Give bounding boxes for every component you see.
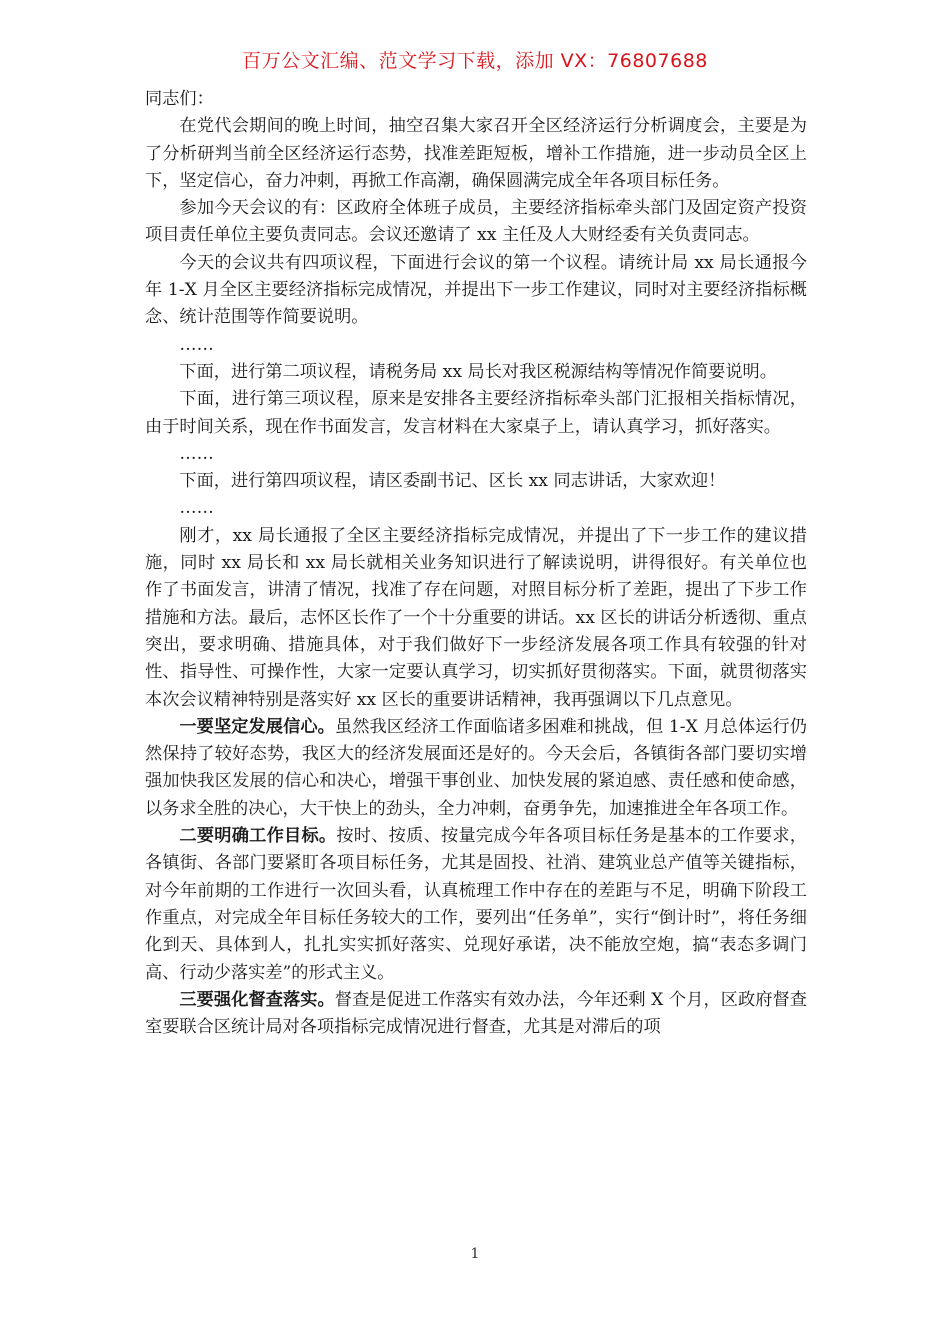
point-paragraph — [145, 823, 807, 987]
paragraph-agenda-two: 下面，进行第二项议程，请税务局 xx 局长对我区税源结构等情况作简要说明。 — [179, 361, 777, 382]
document-body — [145, 86, 807, 1041]
point-paragraph — [145, 714, 807, 823]
download-banner: 百万公文汇编、范文学习下载，添加 VX：76807688 — [242, 50, 708, 72]
paragraph-summary: 刚才，xx 局长通报了全区主要经济指标完成情况，并提出了下一步工作的建议措施，同时 xx 局长和 xx 局长就相关业务知识进行了解读说明，讲得很好。有关单位也作了书面发言，讲清了情况，找准了存在问题，对照目标分析了差距，提出了下步工作措施和方法。最后，志怀区长作了一个十分重要的讲话。xx 区长的讲话分析透彻、重点突出，要求明确、措施具体，对于我们做好下一步经济发展各项工作具有较强的针对性、指导性、可操作性，大家一定要认真学习，切实抓好贯彻落实。下面，就贯彻落实本次会议精神特别是落实好 xx 区长的重要讲话精神，我再强调以下几点意见。 — [145, 525, 807, 710]
point-text: 按时、按质、按量完成今年各项目标任务是基本的工作要求，各镇街、各部门要紧盯各项目标任务，尤其是固投、社消、建筑业总产值等关键指标，对今年前期的工作进行一次回头看，认真梳理工作中存在的差距与不足，明确下阶段工作重点，对完成全年目标任务较大的工作，要列出“任务单”，实行“倒计时”，将任务细化到天、具体到人，扎扎实实抓好落实、兑现好承诺，决不能放空炮，搞“表态多调门高、行动少落实差”的形式主义。 — [145, 826, 807, 983]
point-text: 虽然我区经济工作面临诸多困难和挑战，但 1-X 月总体运行仍然保持了较好态势，我区大的经济发展面还是好的。今天会后，各镇街各部门要切实增强加快我区发展的信心和决心，增强干事创业、加快发展的紧迫感、责任感和使命感，以务求全胜的决心，大干快上的劲头，全力冲刺，奋勇争先，加速推进全年各项工作。 — [145, 716, 807, 819]
paragraph-agenda-one: 今天的会议共有四项议程，下面进行会议的第一个议程。请统计局 xx 局长通报今年 1-X 月全区主要经济指标完成情况，并提出下一步工作建议，同时对主要经济指标概念、统计范围等作简要说明。 — [145, 252, 807, 328]
point-text: 督查是促进工作落实有效办法，今年还剩 X 个月，区政府督查室要联合区统计局对各项指标完成情况进行督查，尤其是对滞后的项 — [145, 989, 807, 1038]
point-lead: 三要强化督查落实。 — [179, 989, 335, 1010]
salutation: 同志们： — [145, 89, 214, 109]
point-lead: 二要明确工作目标。 — [179, 826, 337, 847]
page-number: 1 — [470, 1246, 480, 1262]
paragraph-opening: 在党代会期间的晚上时间，抽空召集大家召开全区经济运行分析调度会，主要是为了分析研判当前全区经济运行态势，找准差距短板，增补工作措施，进一步动员全区上下，坚定信心，奋力冲刺，再掀工作高潮，确保圆满完成全年各项目标任务。 — [145, 116, 807, 191]
point-paragraph — [145, 987, 807, 1042]
paragraph-agenda-three: 下面，进行第三项议程，原来是安排各主要经济指标牵头部门汇报相关指标情况，由于时间关系，现在作书面发言，发言材料在大家桌子上，请认真学习，抓好落实。 — [145, 389, 807, 437]
ellipsis: …… — [179, 443, 214, 464]
ellipsis: …… — [179, 334, 214, 355]
paragraph-attendees: 参加今天会议的有：区政府全体班子成员，主要经济指标牵头部门及固定资产投资项目责任单位主要负责同志。会议还邀请了 xx 主任及人大财经委有关负责同志。 — [145, 198, 807, 246]
point-lead: 一要坚定发展信心。 — [179, 716, 335, 737]
paragraph-agenda-four: 下面，进行第四项议程，请区委副书记、区长 xx 同志讲话，大家欢迎！ — [179, 471, 726, 492]
ellipsis: …… — [179, 498, 214, 519]
